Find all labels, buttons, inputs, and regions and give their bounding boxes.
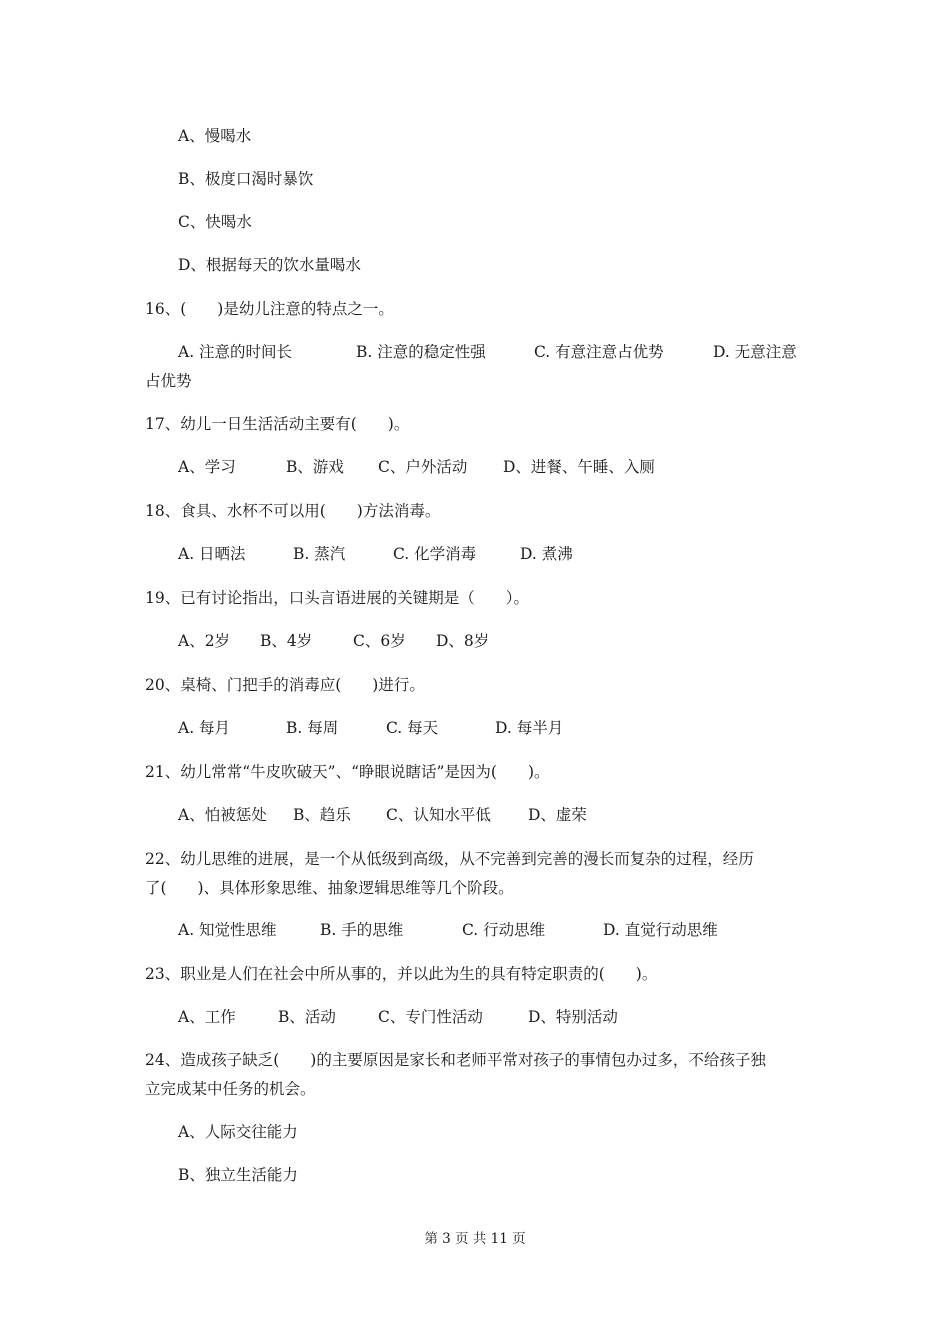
q22-stem-line2: 了( )、具体形象思维、抽象逻辑思维等几个阶段。 xyxy=(145,879,514,897)
q24-stem-line1: 24、造成孩子缺乏( )的主要原因是家长和老师平常对孩子的事情包办过多，不给孩子独 xyxy=(145,1051,766,1069)
q18-stem: 18、食具、水杯不可以用( )方法消毒。 xyxy=(145,502,441,520)
q22-option-c: C. 行动思维 xyxy=(462,921,546,939)
q17-stem: 17、幼儿一日生活活动主要有( )。 xyxy=(145,415,410,433)
q17-option-a: A、学习 xyxy=(178,458,236,476)
q23-option-d: D、特别活动 xyxy=(528,1008,618,1026)
q19-option-c: C、6岁 xyxy=(353,632,406,650)
q17-option-d: D、进餐、午睡、入厕 xyxy=(503,458,655,476)
q23-option-c: C、专门性活动 xyxy=(378,1008,483,1026)
q17-option-b: B、游戏 xyxy=(286,458,344,476)
q18-option-a: A. 日晒法 xyxy=(178,545,246,563)
q24-option-a: A、人际交往能力 xyxy=(178,1123,298,1141)
q16-option-b: B. 注意的稳定性强 xyxy=(356,343,486,361)
q15-option-b: B、极度口渴时暴饮 xyxy=(178,170,314,188)
q17-option-c: C、户外活动 xyxy=(378,458,468,476)
q19-option-d: D、8岁 xyxy=(436,632,490,650)
q21-option-d: D、虚荣 xyxy=(528,806,587,824)
q20-option-c: C. 每天 xyxy=(386,719,439,737)
q21-option-a: A、怕被惩处 xyxy=(178,806,267,824)
q15-option-c: C、快喝水 xyxy=(178,213,252,231)
q23-option-a: A、工作 xyxy=(178,1008,236,1026)
q20-stem: 20、桌椅、门把手的消毒应( )进行。 xyxy=(145,676,425,694)
q21-option-c: C、认知水平低 xyxy=(386,806,491,824)
q18-option-c: C. 化学消毒 xyxy=(393,545,477,563)
q15-option-a: A、慢喝水 xyxy=(178,127,252,145)
q18-option-d: D. 煮沸 xyxy=(520,545,573,563)
q23-stem: 23、职业是人们在社会中所从事的，并以此为生的具有特定职责的( )。 xyxy=(145,965,658,983)
q18-option-b: B. 蒸汽 xyxy=(293,545,346,563)
q15-option-d: D、根据每天的饮水量喝水 xyxy=(178,256,361,274)
q20-option-b: B. 每周 xyxy=(286,719,339,737)
q19-option-a: A、2岁 xyxy=(178,632,231,650)
q22-option-b: B. 手的思维 xyxy=(320,921,404,939)
q20-option-d: D. 每半月 xyxy=(495,719,564,737)
q22-stem-line1: 22、幼儿思维的进展，是一个从低级到高级，从不完善到完善的漫长而复杂的过程，经历 xyxy=(145,850,754,868)
q16-option-d: D. 无意注意 xyxy=(713,343,797,361)
q23-option-b: B、活动 xyxy=(278,1008,336,1026)
q20-option-a: A. 每月 xyxy=(178,719,231,737)
q16-option-a: A. 注意的时间长 xyxy=(178,343,293,361)
page-footer: 第 3 页 共 11 页 xyxy=(424,1231,526,1247)
q16-option-c: C. 有意注意占优势 xyxy=(534,343,664,361)
q21-option-b: B、趋乐 xyxy=(293,806,351,824)
q22-option-a: A. 知觉性思维 xyxy=(178,921,277,939)
q16-option-d-continued: 占优势 xyxy=(145,372,192,390)
q16-stem: 16、( )是幼儿注意的特点之一。 xyxy=(145,300,394,318)
q22-option-d: D. 直觉行动思维 xyxy=(603,921,718,939)
q19-stem: 19、已有讨论指出，口头言语进展的关键期是（ ）。 xyxy=(145,589,529,607)
q24-option-b: B、独立生活能力 xyxy=(178,1166,298,1184)
q19-option-b: B、4岁 xyxy=(260,632,313,650)
q21-stem: 21、幼儿常常“牛皮吹破天”、“睁眼说瞎话”是因为( )。 xyxy=(145,763,550,781)
q24-stem-line2: 立完成某中任务的机会。 xyxy=(145,1080,316,1098)
